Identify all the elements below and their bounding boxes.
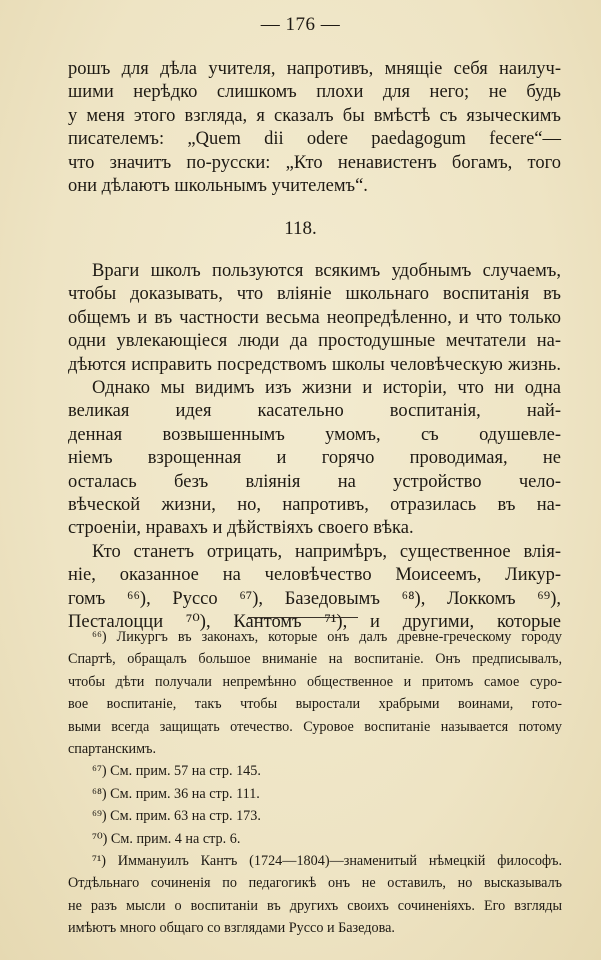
text-line: Песталоцци ⁷⁰), Кантомъ ⁷¹), и другими, которые <box>68 612 561 633</box>
text-line: строеніи, нравахъ и дѣйствіяхъ своего вѣка. <box>68 518 414 539</box>
section-paragraph-2 <box>68 377 561 541</box>
footnote-71-line: ⁷¹) Иммануилъ Кантъ (1724—1804)—знаменитый нѣмецкій философъ. <box>92 853 562 870</box>
text-line: рошъ для дѣла учителя, напротивъ, мнящіе себя наилуч- <box>68 59 561 79</box>
footnote-70: ⁷⁰) См. прим. 4 на стр. 6. <box>92 830 241 847</box>
footnote-66-line: вое воспитаніе, такъ чтобы выростали храбрыми воинами, гото- <box>68 696 562 713</box>
section-paragraph-3 <box>68 541 561 635</box>
text-line: Враги школъ пользуются всякимъ удобнымъ случаемъ, <box>92 261 561 281</box>
text-line: у меня этого взгляда, я сказалъ бы вмѣстѣ съ языческимъ <box>68 105 561 126</box>
text-line: великая идея касательно воспитанія, най- <box>68 401 561 422</box>
page-number: — 176 — <box>260 14 341 35</box>
footnotes <box>68 626 562 940</box>
footnote-66-line: спартанскимъ. <box>68 741 156 758</box>
text-line: писателемъ: „Quem dii odere paedagogum fecere“— <box>68 129 561 150</box>
footnote-66-line: чтобы дѣти получали непремѣнно общественное и притомъ самое суро- <box>68 673 562 690</box>
text-line: чтобы доказывать, что вліяніе школьнаго воспитанія въ <box>68 284 561 305</box>
footnote-66-line: ⁶⁶) Ликургъ въ законахъ, которые онъ далъ древне-греческому городу <box>92 629 562 645</box>
text-line: ніемъ взрощенная и горячо проводимая, не <box>68 448 561 469</box>
text-line: ніе, оказанное на человѣчество Моисеемъ, Ликур- <box>68 565 561 586</box>
footnote-69: ⁶⁹) См. прим. 63 на стр. 173. <box>92 808 261 825</box>
section-paragraph-1 <box>68 260 561 377</box>
footnote-71-line: не разъ мысли о воспитаніи въ другихъ своихъ сочиненіяхъ. Его взгляды <box>68 897 562 914</box>
text-line: что значитъ по-русски: „Кто ненавистенъ богамъ, того <box>68 152 561 173</box>
top-paragraph <box>68 58 561 198</box>
footnote-68: ⁶⁸) См. прим. 36 на стр. 111. <box>92 785 260 802</box>
footnote-66-line: выми всегда защищать отечество. Суровое воспитаніе называется потому <box>68 718 562 735</box>
text-line: одни увлекающіеся люди да простодушные мечтатели на- <box>68 331 561 352</box>
text-line: Однако мы видимъ изъ жизни и исторіи, что ни одна <box>92 378 561 398</box>
footnote-66-line: Спартѣ, обращалъ большое вниманіе на воспитаніе. Онъ предписывалъ, <box>68 651 562 668</box>
text-line: дѣются исправить посредствомъ школы человѣческую жизнь. <box>68 354 561 375</box>
text-line: вѣческой жизни, но, напротивъ, отразилась въ на- <box>68 495 561 516</box>
text-line: гомъ ⁶⁶), Руссо ⁶⁷), Базедовымъ ⁶⁸), Локкомъ ⁶⁹), <box>68 588 561 609</box>
text-line: осталась безъ вліянія на устройство чело- <box>68 471 561 492</box>
footnote-71-line: имѣютъ много общаго со взглядами Руссо и Базедова. <box>68 920 395 937</box>
text-line: шими нерѣдко слишкомъ плохи для него; не будь <box>68 82 561 103</box>
text-line: общемъ и въ частности весьма неопредѣленно, и что только <box>68 307 561 328</box>
footnote-divider <box>248 617 358 618</box>
footnote-67: ⁶⁷) См. прим. 57 на стр. 145. <box>92 763 261 780</box>
footnote-71-line: Отдѣльнаго сочиненія по педагогикѣ онъ не оставилъ, но высказывалъ <box>68 875 562 892</box>
text-line: денная возвышеннымъ умомъ, съ одушевле- <box>68 424 561 445</box>
text-line: Кто станетъ отрицать, напримѣръ, существенное влія- <box>92 542 561 562</box>
text-line: они дѣлаютъ школьнымъ учителемъ“. <box>68 176 368 197</box>
section-number: 118. <box>284 218 317 239</box>
